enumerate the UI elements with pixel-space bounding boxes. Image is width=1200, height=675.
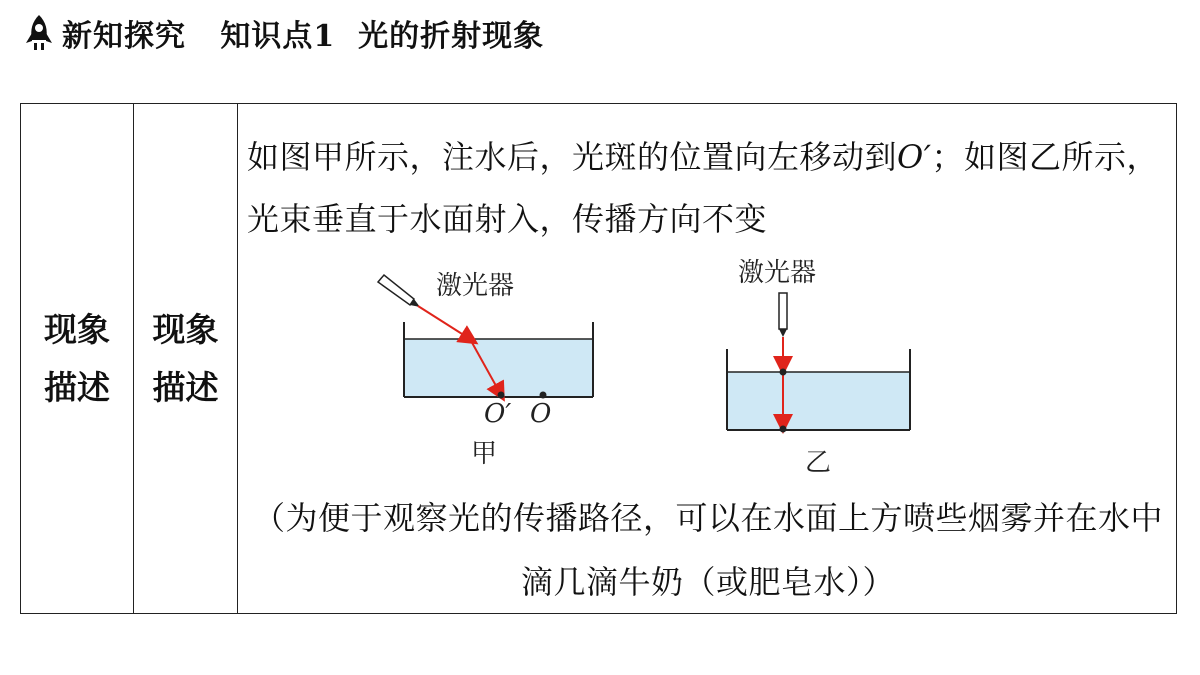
point-o	[540, 392, 547, 399]
figure-yi	[727, 258, 910, 478]
description-part1: 如图甲所示，注水后，光斑的位置向左移动到	[247, 138, 898, 176]
caption-jia: 甲	[471, 439, 498, 469]
laser-yi-label: 激光器	[738, 258, 817, 288]
section-title: 新知探究 知识点1 光的折射现象	[62, 19, 545, 54]
section-header	[22, 10, 544, 56]
laser-jia-icon	[378, 275, 420, 307]
caption-yi: 乙	[805, 448, 832, 478]
label-o: O	[530, 399, 552, 429]
description-cell	[238, 104, 1176, 613]
point-o-prime-symbol: O′	[897, 138, 932, 176]
refraction-diagrams	[238, 104, 1178, 484]
content-table	[20, 103, 1177, 614]
label-o-prime: O′	[484, 399, 512, 429]
laser-jia-label: 激光器	[436, 271, 515, 301]
rocket-icon	[22, 13, 56, 53]
observation-note: （为便于观察光的传播路径，可以在水面上方喷些烟雾并在水中滴几滴牛奶（或肥皂水））	[252, 499, 1163, 601]
sub-header-label: 现象描述	[152, 309, 219, 407]
figure-jia	[378, 271, 593, 469]
description-part2: ；如图乙所示，光束垂直于水面射入，传播方向不变	[247, 138, 1160, 238]
row-header-label: 现象描述	[44, 309, 110, 407]
laser-yi-icon	[779, 293, 787, 337]
point-o-prime	[498, 392, 505, 399]
water-yi	[727, 372, 910, 430]
row-header-cell	[21, 104, 134, 613]
sub-header-cell	[134, 104, 238, 613]
